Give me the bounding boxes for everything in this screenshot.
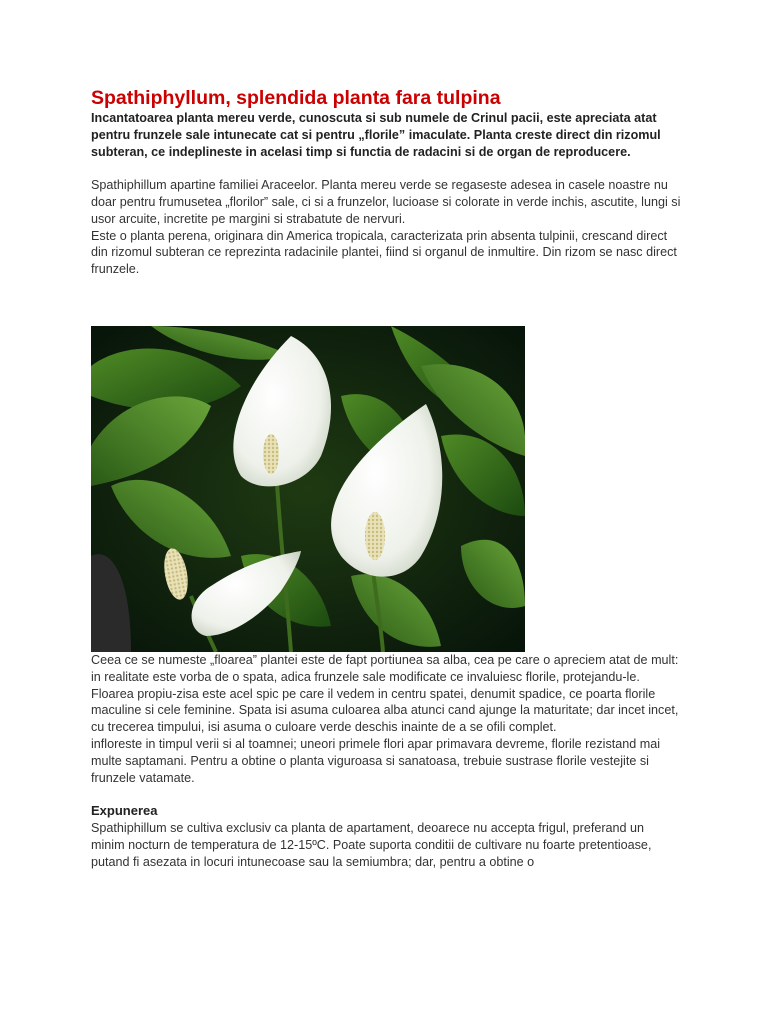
paragraph-flowering: infloreste in timpul verii si al toamnei; uneori primele flori apar primavara devreme, florile rezistand mai multe saptamani. Pentru a obtine o planta viguroasa si sanatoasa, trebuie sustrase florile vestejite si frunzele vatamate. — [91, 736, 661, 785]
article-lead: Incantatoarea planta mereu verde, cunoscuta si sub numele de Crinul pacii, este apreciata atat pentru frunzele sale intunecate cat si pentru „florile” imaculate. Planta creste direct din rizomul subteran, ce indeplineste in acelasi timp si functia de radacini si de organ de reproducere. — [91, 111, 661, 159]
article — [91, 86, 681, 870]
article-title: Spathiphyllum, splendida planta fara tulpina — [91, 87, 501, 109]
paragraph-exposure: Spathiphillum se cultiva exclusiv ca planta de apartament, deoarece nu accepta frigul, preferand un minim nocturn de temperatura de 12-15ºC. Poate suporta conditii de cultivare nu foarte pretentioase, putand fi asezata in locuri intunecoase sau la semiumbra; dar, pentru a obtine o — [91, 820, 652, 869]
paragraph-family: Spathiphillum apartine familiei Araceelor. Planta mereu verde se regaseste adesea in casele noastre nu doar pentru frumusetea „florilor” sale, ci si a frunzelor, lucioase si colorate in verde inchis, ascutite, lungi si usor arcuite, incretite pe margini si strabatute de nervuri. — [91, 178, 681, 226]
section-heading-exposure: Expunerea — [91, 803, 158, 819]
paragraph-origin: Este o planta perena, originara din America tropicala, caracterizata prin absenta tulpinii, crescand direct din rizomul subteran ce reprezinta radacinile plantei, fiind si organul de inmultire. Din rizom se nasc direct frunzele. — [91, 228, 677, 277]
peace-lily-photo — [91, 326, 525, 652]
paragraph-spathe: Ceea ce se numeste „floarea” plantei este de fapt portiunea sa alba, cea pe care o apreciem atat de mult: in realitate este vorba de o spata, adica frunzele sale modificate ce invaluiesc florile, protejandu-le. — [91, 652, 679, 684]
paragraph-spadix: Floarea propiu-zisa este acel spic pe care il vedem in centru spatei, denumit spadice, ce poarta florile maculine si cele feminine. Spata isi asuma culoarea alba atunci cand ajunge la maturitate; dar incet incet, cu trecerea timpului, isi asuma o culoare verde deschis inainte de a se ofili complet. — [91, 686, 679, 735]
